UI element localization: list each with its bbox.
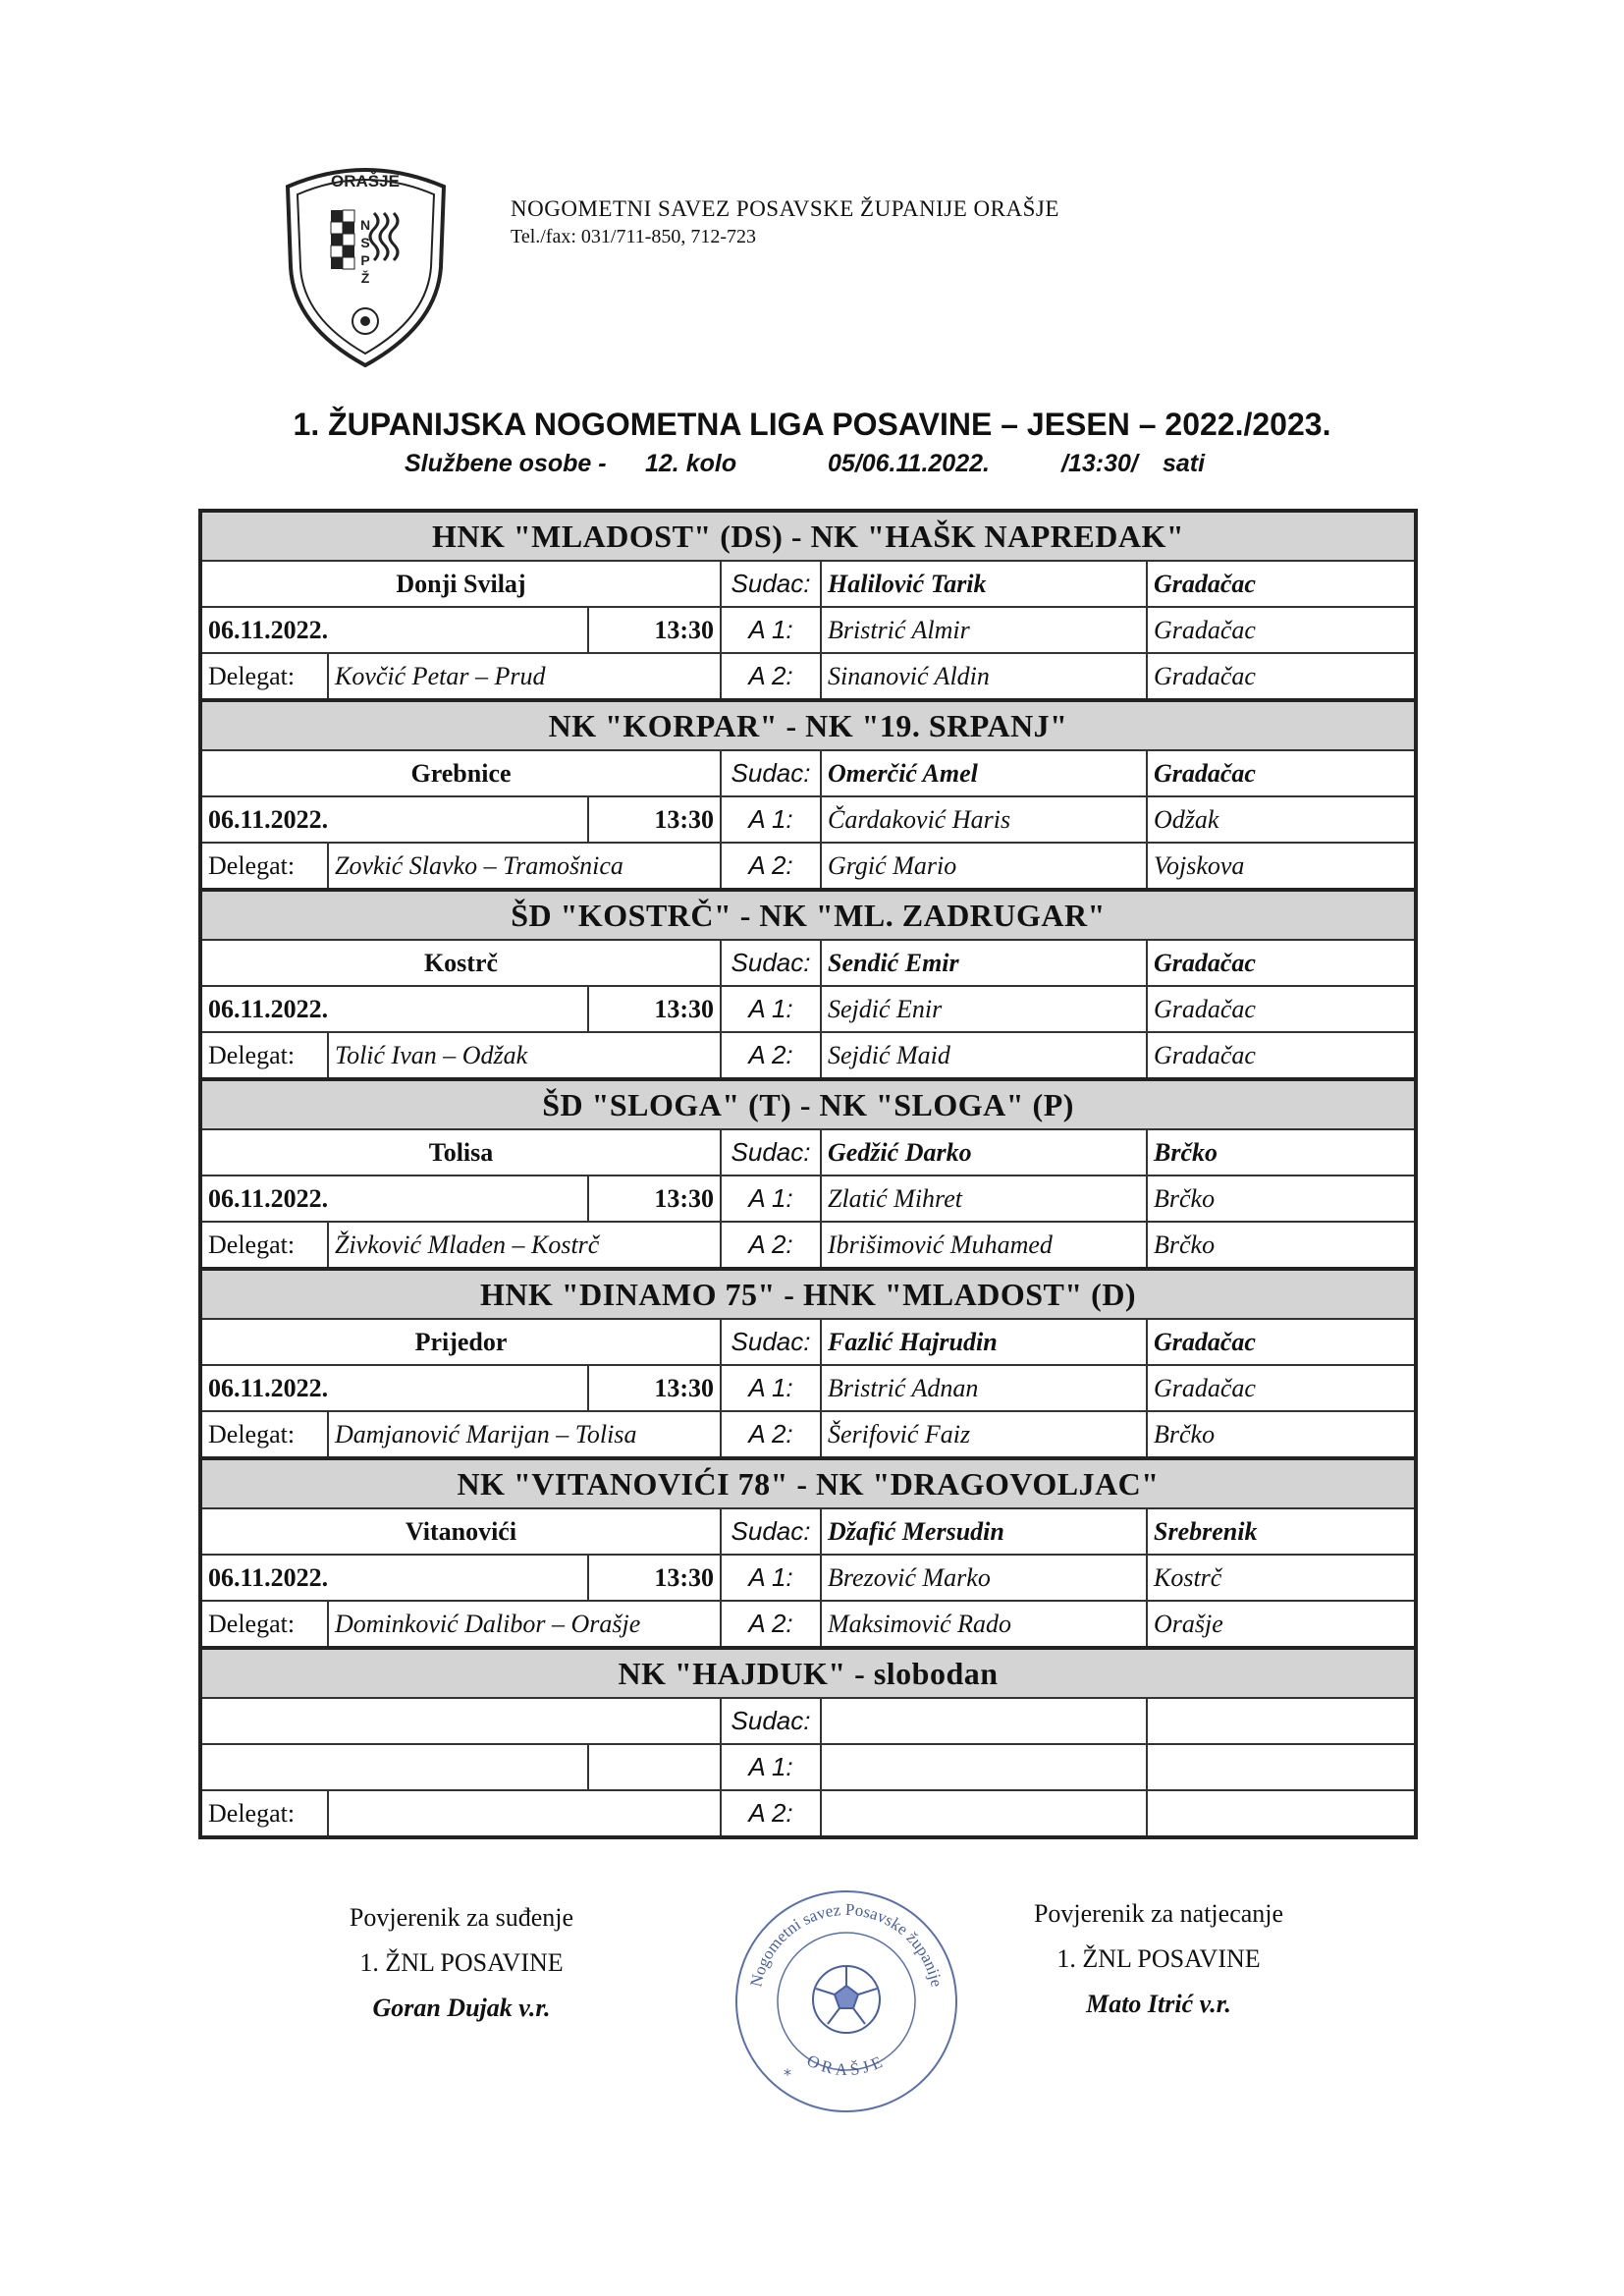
referee-name: Omerčić Amel <box>821 750 1147 796</box>
referee-label: Sudac: <box>721 1319 821 1365</box>
assistant1-name: Brezović Marko <box>821 1555 1147 1601</box>
match-referee-row <box>200 1129 1416 1175</box>
subtitle-dates: 05/06.11.2022. <box>828 450 990 477</box>
match-title: ŠD "KOSTRČ" - NK "ML. ZADRUGAR" <box>200 890 1416 940</box>
subtitle-unit: sati <box>1163 450 1206 477</box>
delegate-name: Damjanović Marijan – Tolisa <box>328 1411 721 1458</box>
match-venue: Tolisa <box>200 1129 721 1175</box>
official-stamp <box>729 1884 964 2119</box>
match-header-row <box>200 890 1416 940</box>
delegate-label: Delegat: <box>200 1032 328 1079</box>
assistant2-city: Orašje <box>1147 1601 1416 1648</box>
match-time: 13:30 <box>588 607 721 653</box>
referee-city: Brčko <box>1147 1129 1416 1175</box>
assistant1-name: Bristrić Almir <box>821 607 1147 653</box>
assistant1-city <box>1147 1744 1416 1790</box>
match-header-row <box>200 1648 1416 1698</box>
delegate-label: Delegat: <box>200 1411 328 1458</box>
match-title: NK "VITANOVIĆI 78" - NK "DRAGOVOLJAC" <box>200 1458 1416 1508</box>
match-date: 06.11.2022. <box>200 796 588 843</box>
assistant2-label: A 2: <box>721 843 821 890</box>
assistant1-label: A 1: <box>721 796 821 843</box>
match-assistant1-row <box>200 1175 1416 1222</box>
match-referee-row <box>200 1508 1416 1555</box>
assistant1-label: A 1: <box>721 1175 821 1222</box>
match-time: 13:30 <box>588 986 721 1032</box>
match-venue <box>200 1698 721 1744</box>
assistant1-city: Gradačac <box>1147 986 1416 1032</box>
match-assistant1-row <box>200 607 1416 653</box>
match-header-row <box>200 1458 1416 1508</box>
match-time: 13:30 <box>588 1175 721 1222</box>
match-assistant2-row <box>200 653 1416 700</box>
signature-league: 1. ŽNL POSAVINE <box>359 1948 564 1977</box>
assistant2-name: Sejdić Maid <box>821 1032 1147 1079</box>
referee-city <box>1147 1698 1416 1744</box>
svg-text:Ž: Ž <box>360 270 370 286</box>
assistant1-name <box>821 1744 1147 1790</box>
match-venue: Kostrč <box>200 940 721 986</box>
assistant2-city: Brčko <box>1147 1222 1416 1269</box>
logo-text: ORAŠJE <box>331 172 400 191</box>
referee-city: Srebrenik <box>1147 1508 1416 1555</box>
referee-city: Gradačac <box>1147 940 1416 986</box>
match-assistant2-row <box>200 1601 1416 1648</box>
page-subtitle <box>405 450 1205 478</box>
assistant2-label: A 2: <box>721 1601 821 1648</box>
delegate-label: Delegat: <box>200 1222 328 1269</box>
river-waves-icon <box>370 213 398 260</box>
match-venue: Prijedor <box>200 1319 721 1365</box>
signature-person: Mato Itrić v.r. <box>1086 1990 1231 2018</box>
stamp-ring-text: Nogometni savez Posavske županije <box>746 1899 947 1989</box>
match-venue: Grebnice <box>200 750 721 796</box>
association-logo <box>280 159 452 370</box>
match-title: NK "HAJDUK" - slobodan <box>200 1648 1416 1698</box>
assistant2-label: A 2: <box>721 653 821 700</box>
assistant1-label: A 1: <box>721 1744 821 1790</box>
assistant2-city: Gradačac <box>1147 1032 1416 1079</box>
match-assistant1-row <box>200 1555 1416 1601</box>
match-referee-row <box>200 1319 1416 1365</box>
match-title: HNK "DINAMO 75" - HNK "MLADOST" (D) <box>200 1269 1416 1319</box>
svg-text:ORAŠJE <box>804 2051 889 2080</box>
delegate-name: Dominković Dalibor – Orašje <box>328 1601 721 1648</box>
match-header-row <box>200 1269 1416 1319</box>
subtitle-label: Službene osobe - <box>405 450 607 477</box>
assistant2-label: A 2: <box>721 1411 821 1458</box>
match-date: 06.11.2022. <box>200 1175 588 1222</box>
assistant2-label: A 2: <box>721 1222 821 1269</box>
match-header-row <box>200 700 1416 750</box>
subtitle-round: 12. kolo <box>645 450 737 477</box>
assistant1-label: A 1: <box>721 1365 821 1411</box>
svg-text:P: P <box>360 252 370 268</box>
match-referee-row <box>200 940 1416 986</box>
match-time <box>588 1744 721 1790</box>
referee-label: Sudac: <box>721 1129 821 1175</box>
referee-name: Sendić Emir <box>821 940 1147 986</box>
assistant2-name <box>821 1790 1147 1837</box>
checkerboard-icon <box>331 210 354 269</box>
signature-league: 1. ŽNL POSAVINE <box>1056 1944 1261 1973</box>
match-venue: Vitanovići <box>200 1508 721 1555</box>
stamp-bottom-text: ORAŠJE <box>804 2050 889 2080</box>
match-header-row <box>200 511 1416 561</box>
referee-label: Sudac: <box>721 940 821 986</box>
delegate-name: Kovčić Petar – Prud <box>328 653 721 700</box>
stamp-ball-icon <box>813 1966 880 2033</box>
match-time: 13:30 <box>588 1365 721 1411</box>
match-referee-row <box>200 561 1416 607</box>
assistant2-city <box>1147 1790 1416 1837</box>
delegate-name: Živković Mladen – Kostrč <box>328 1222 721 1269</box>
match-assistant2-row <box>200 1790 1416 1837</box>
match-venue: Donji Svilaj <box>200 561 721 607</box>
subtitle-time: /13:30/ <box>1061 450 1138 477</box>
delegate-label: Delegat: <box>200 843 328 890</box>
match-assistant1-row <box>200 796 1416 843</box>
assistant2-name: Maksimović Rado <box>821 1601 1147 1648</box>
assistant1-name: Čardaković Haris <box>821 796 1147 843</box>
delegate-name: Zovkić Slavko – Tramošnica <box>328 843 721 890</box>
assistant2-city: Gradačac <box>1147 653 1416 700</box>
match-assistant2-row <box>200 1032 1416 1079</box>
referee-city: Gradačac <box>1147 1319 1416 1365</box>
match-assistant1-row <box>200 986 1416 1032</box>
delegate-name <box>328 1790 721 1837</box>
assistant1-name: Bristrić Adnan <box>821 1365 1147 1411</box>
referee-name <box>821 1698 1147 1744</box>
assistant2-label: A 2: <box>721 1032 821 1079</box>
match-header-row <box>200 1079 1416 1129</box>
assistant1-label: A 1: <box>721 607 821 653</box>
assistant2-name: Sinanović Aldin <box>821 653 1147 700</box>
match-date: 06.11.2022. <box>200 607 588 653</box>
delegate-label: Delegat: <box>200 1601 328 1648</box>
referee-label: Sudac: <box>721 561 821 607</box>
assistant1-city: Gradačac <box>1147 1365 1416 1411</box>
match-assistant1-row <box>200 1744 1416 1790</box>
delegate-name: Tolić Ivan – Odžak <box>328 1032 721 1079</box>
signature-competition-commissioner <box>982 1891 1335 2027</box>
assistant2-city: Brčko <box>1147 1411 1416 1458</box>
organization-name: NOGOMETNI SAVEZ POSAVSKE ŽUPANIJE ORAŠJE <box>511 196 1059 221</box>
match-date <box>200 1744 588 1790</box>
match-title: ŠD "SLOGA" (T) - NK "SLOGA" (P) <box>200 1079 1416 1129</box>
assistant2-name: Šerifović Faiz <box>821 1411 1147 1458</box>
assistant1-city: Gradačac <box>1147 607 1416 653</box>
signature-referee-commissioner <box>285 1895 638 2031</box>
page-title: 1. ŽUPANIJSKA NOGOMETNA LIGA POSAVINE – JESEN – 2022./2023. <box>293 407 1331 442</box>
assistant2-city: Vojskova <box>1147 843 1416 890</box>
match-date: 06.11.2022. <box>200 1555 588 1601</box>
match-date: 06.11.2022. <box>200 986 588 1032</box>
delegate-label: Delegat: <box>200 1790 328 1837</box>
assistant2-label: A 2: <box>721 1790 821 1837</box>
assistant1-city: Odžak <box>1147 796 1416 843</box>
match-assistant2-row <box>200 843 1416 890</box>
referee-label: Sudac: <box>721 1508 821 1555</box>
assistant1-name: Zlatić Mihret <box>821 1175 1147 1222</box>
organization-info <box>511 196 1059 248</box>
assistant1-name: Sejdić Enir <box>821 986 1147 1032</box>
svg-text:N: N <box>359 217 371 233</box>
referee-name: Fazlić Hajrudin <box>821 1319 1147 1365</box>
match-referee-row <box>200 1698 1416 1744</box>
referee-name: Gedžić Darko <box>821 1129 1147 1175</box>
assistant2-name: Ibrišimović Muhamed <box>821 1222 1147 1269</box>
assistant1-city: Kostrč <box>1147 1555 1416 1601</box>
match-assistant2-row <box>200 1222 1416 1269</box>
match-officials-table <box>198 509 1418 1839</box>
referee-city: Gradačac <box>1147 750 1416 796</box>
assistant1-label: A 1: <box>721 1555 821 1601</box>
delegate-label: Delegat: <box>200 653 328 700</box>
match-assistant1-row <box>200 1365 1416 1411</box>
match-title: HNK "MLADOST" (DS) - NK "HAŠK NAPREDAK" <box>200 511 1416 561</box>
referee-name: Džafić Mersudin <box>821 1508 1147 1555</box>
referee-label: Sudac: <box>721 1698 821 1744</box>
referee-city: Gradačac <box>1147 561 1416 607</box>
referee-label: Sudac: <box>721 750 821 796</box>
assistant2-name: Grgić Mario <box>821 843 1147 890</box>
assistant1-city: Brčko <box>1147 1175 1416 1222</box>
svg-text:*: * <box>784 2065 791 2084</box>
signature-person: Goran Dujak v.r. <box>372 1994 551 2022</box>
signature-role: Povjerenik za natjecanje <box>1033 1899 1284 1928</box>
assistant1-label: A 1: <box>721 986 821 1032</box>
match-assistant2-row <box>200 1411 1416 1458</box>
match-referee-row <box>200 750 1416 796</box>
match-title: NK "KORPAR" - NK "19. SRPANJ" <box>200 700 1416 750</box>
match-time: 13:30 <box>588 1555 721 1601</box>
signature-role: Povjerenik za suđenje <box>349 1903 574 1932</box>
referee-name: Halilović Tarik <box>821 561 1147 607</box>
svg-text:S: S <box>360 235 370 250</box>
match-time: 13:30 <box>588 796 721 843</box>
match-date: 06.11.2022. <box>200 1365 588 1411</box>
contact-telfax: Tel./fax: 031/711-850, 712-723 <box>511 226 757 247</box>
